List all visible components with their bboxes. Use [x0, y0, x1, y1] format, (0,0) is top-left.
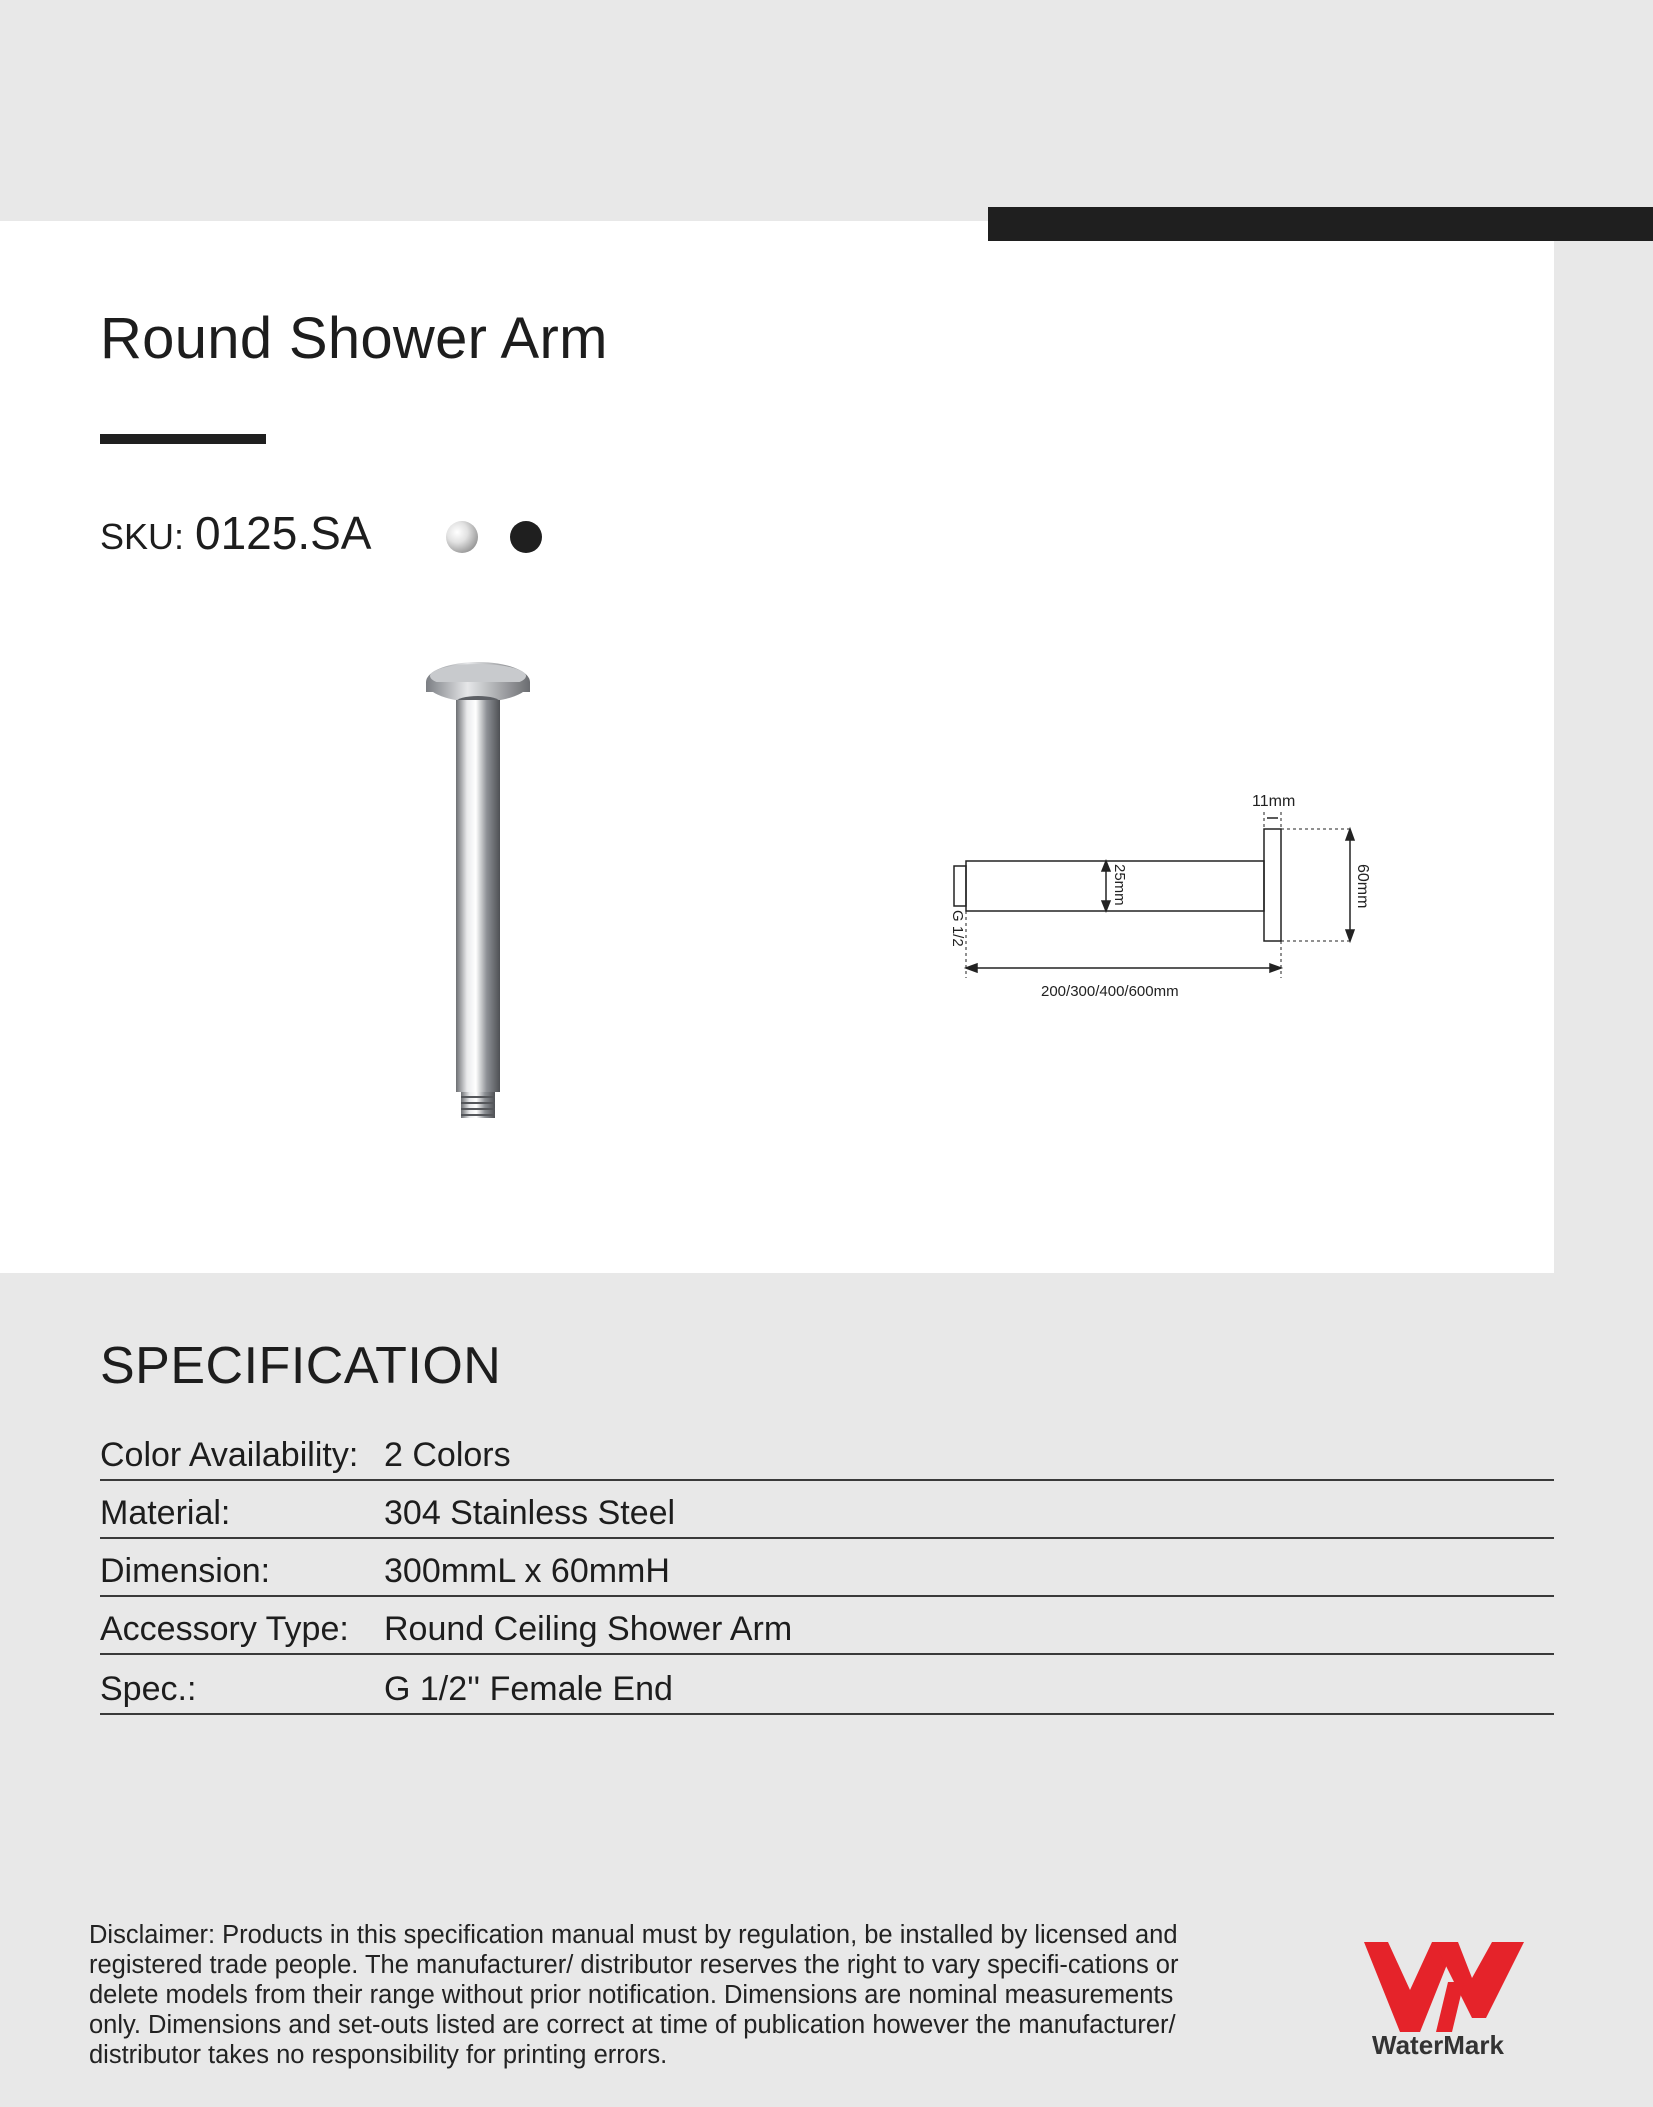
- disclaimer-text: Disclaimer: Products in this specification manual must by regulation, be installed by licensed and registered trade people. The manufacturer/ distributor reserves the right to vary specifi-cations or delete models from their range without prior notification. Dimensions are nominal measurements only. Dimensions and set-outs listed are correct at time of publication however the manufacturer/ distributor takes no responsibility for printing errors.: [89, 1921, 1179, 2069]
- specification-table: [100, 1423, 1554, 1715]
- black-color-swatch[interactable]: [510, 521, 542, 553]
- pipe-diameter-label: 25mm: [1111, 864, 1128, 906]
- specification-heading: SPECIFICATION: [100, 1337, 502, 1395]
- spec-value: Round Ceiling Shower Arm: [384, 1610, 793, 1648]
- flange-thickness-label: 11mm: [1252, 793, 1296, 810]
- technical-drawing: [940, 780, 1400, 1010]
- spec-value: G 1/2'' Female End: [384, 1670, 673, 1708]
- chrome-color-swatch[interactable]: [446, 521, 478, 553]
- spec-label: Spec.:: [100, 1670, 197, 1708]
- thread-label: G 1/2: [949, 910, 966, 947]
- spec-row: [100, 1597, 1554, 1655]
- watermark-logo-text: WaterMark: [1372, 2030, 1504, 2060]
- title-underline: [100, 434, 266, 444]
- product-panel: [0, 221, 1554, 1273]
- sku-value: 0125.SA: [195, 507, 372, 559]
- spec-row: [100, 1481, 1554, 1539]
- spec-label: Dimension:: [100, 1552, 271, 1590]
- spec-label: Color Availability:: [100, 1436, 359, 1474]
- spec-value: 300mmL x 60mmH: [384, 1552, 670, 1590]
- spec-label: Accessory Type:: [100, 1610, 349, 1648]
- spec-row: [100, 1539, 1554, 1597]
- header-accent-bar: [988, 207, 1653, 241]
- product-image: [418, 660, 538, 1124]
- product-title: Round Shower Arm: [100, 306, 608, 371]
- spec-value: 304 Stainless Steel: [384, 1494, 676, 1532]
- spec-row: [100, 1655, 1554, 1715]
- spec-row: [100, 1423, 1554, 1481]
- spec-label: Material:: [100, 1494, 231, 1532]
- flange-height-label: 60mm: [1354, 864, 1371, 909]
- length-label: 200/300/400/600mm: [1041, 983, 1179, 1000]
- sku-label: SKU:: [100, 516, 185, 557]
- spec-value: 2 Colors: [384, 1436, 511, 1474]
